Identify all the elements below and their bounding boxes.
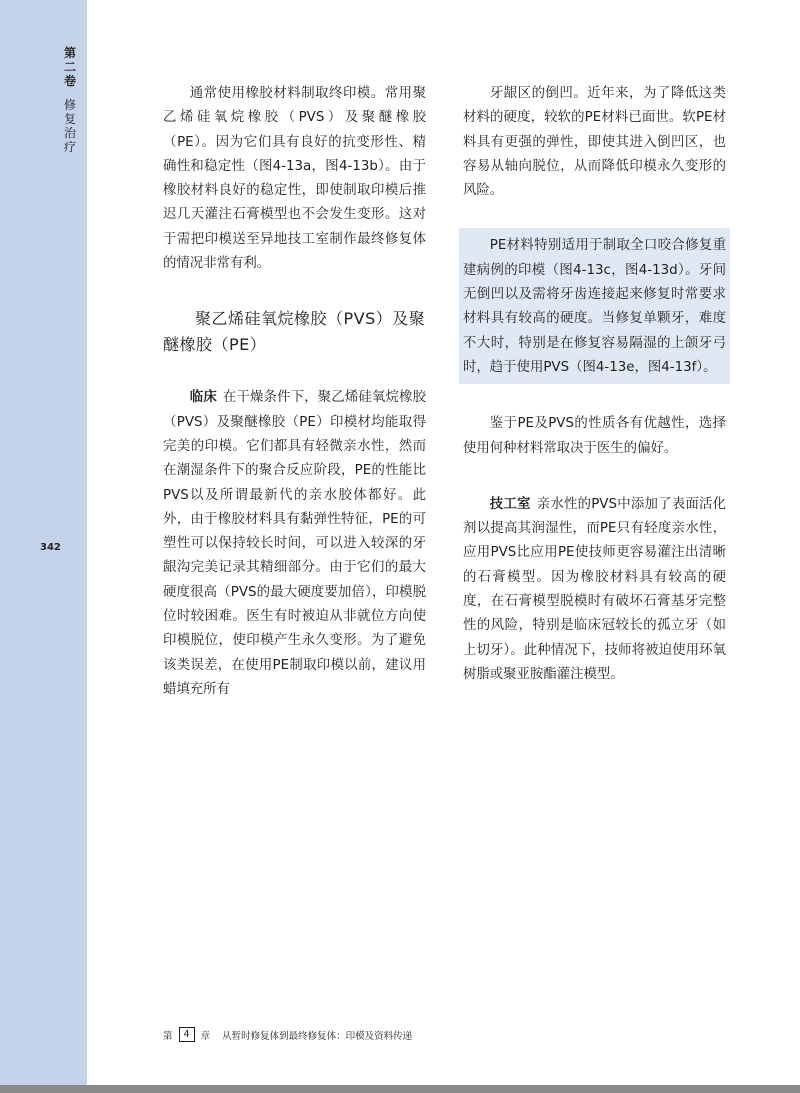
bottom-bar bbox=[0, 1085, 800, 1093]
callout-box bbox=[459, 228, 730, 384]
chapter-number: 4 bbox=[179, 1027, 195, 1042]
preference-paragraph: 鉴于PE及PVS的性质各有优越性，选择使用何种材料常取决于医生的偏好。 bbox=[463, 416, 726, 456]
volume-char: 第 bbox=[63, 46, 76, 60]
left-column bbox=[163, 82, 426, 702]
volume-char: 二 bbox=[63, 60, 76, 74]
volume-title bbox=[62, 46, 78, 88]
lab-paragraph bbox=[463, 493, 726, 687]
footer-prefix: 第 bbox=[163, 1030, 173, 1042]
section-heading: 聚乙烯硅氧烷橡胶（PVS）及聚醚橡胶（PE） bbox=[163, 309, 426, 355]
callout-text: PE材料特别适用于制取全口咬合修复重建病例的印模（图4-13c，图4-13d）。牙间无倒凹以及需将牙齿连接起来修复时常要求材料具有较高的硬度。当修复单颗牙，难度不大时，特别是在修复容易隔湿的上颌牙弓时，趋于使用PVS（图4-13e，图4-13f）。 bbox=[463, 238, 726, 375]
running-footer bbox=[163, 1027, 412, 1042]
section-char: 复 bbox=[63, 112, 76, 126]
continuation-paragraph: 牙龈区的倒凹。近年来，为了降低这类材料的硬度，较软的PE材料已面世。软PE材料具有更强的弹性，即使其进入倒凹区，也容易从轴向脱位，从而降低印模永久变形的风险。 bbox=[463, 86, 726, 199]
section-char: 修 bbox=[63, 98, 76, 112]
volume-char: 卷 bbox=[63, 74, 76, 88]
lab-text: 亲水性的PVS中添加了表面活化剂以提高其润湿性，而PE只有轻度亲水性，应用PVS比应用PE使技师更容易灌注出清晰的石膏模型。因为橡胶材料具有较高的硬度，在石膏模型脱模时有破坏石膏基牙完整性的风险，特别是临床冠较长的孤立牙（如上切牙）。此种情况下，技师将被迫使用环氧树脂或聚亚胺酯灌注模型。 bbox=[463, 496, 727, 682]
section-title bbox=[62, 98, 78, 154]
intro-paragraph: 通常使用橡胶材料制取终印模。常用聚乙烯硅氧烷橡胶（PVS）及聚醚橡胶（PE）。因为它们具有良好的抗变形性、精确性和稳定性（图4-13a，图4-13b）。由于橡胶材料良好的稳定性，即使制取印模后推迟几天灌注石膏模型也不会发生变形。这对于需把印模送至异地技工室制作最终修复体的情况非常有利。 bbox=[163, 86, 426, 272]
lab-label: 技工室 bbox=[489, 496, 531, 512]
section-char: 疗 bbox=[63, 140, 76, 154]
chapter-title: 从暂时修复体到最终修复体：印模及资料传递 bbox=[222, 1030, 413, 1042]
clinic-text: 在干燥条件下，聚乙烯硅氧烷橡胶（PVS）及聚醚橡胶（PE）印模材均能取得完美的印模。它们都具有轻微亲水性，然而在潮湿条件下的聚合反应阶段，PE的性能比PVS以及所谓最新代的亲水胶体都好。此外，由于橡胶材料具有黏弹性特征，PE的可塑性可以保持较长时间，可以进入较深的牙龈沟完美记录其精细部分。由于它们的最大硬度很高（PVS的最大硬度要加倍），印模脱位时较困难。医生有时被迫从非就位方向使印模脱位，使印模产生永久变形。为了避免该类误差，在使用PE制取印模以前，建议用蜡填充所有 bbox=[163, 390, 427, 697]
section-char: 治 bbox=[63, 126, 76, 140]
right-column bbox=[463, 82, 726, 687]
footer-suffix: 章 bbox=[200, 1030, 211, 1042]
page-number: 342 bbox=[40, 542, 61, 553]
clinic-label: 临床 bbox=[189, 390, 217, 406]
clinic-paragraph bbox=[163, 386, 426, 702]
